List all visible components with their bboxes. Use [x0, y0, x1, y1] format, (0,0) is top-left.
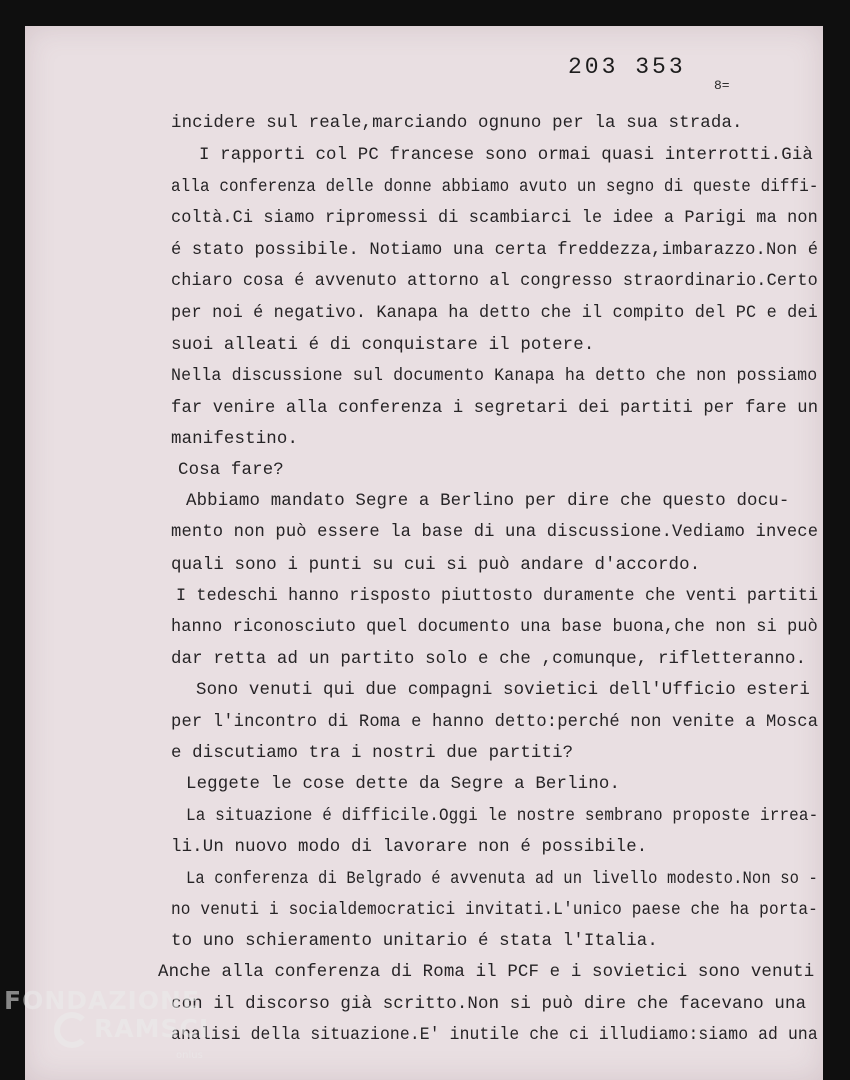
text-line: per noi é negativo. Kanapa ha detto che il compito del PC e dei	[171, 304, 818, 323]
text-line: no venuti i socialdemocratici invitati.L'unico paese che ha porta-	[171, 901, 818, 920]
gramsci-g-logo-icon	[54, 1012, 90, 1048]
page-number: 203 353	[568, 54, 686, 80]
text-line: é stato possibile. Notiamo una certa freddezza,imbarazzo.Non é	[171, 241, 819, 260]
text-line: Cosa fare?	[178, 461, 284, 480]
text-line: dar retta ad un partito solo e che ,comunque, rifletteranno.	[171, 650, 807, 669]
text-line: far venire alla conferenza i segretari dei partiti per fare un	[171, 399, 819, 418]
text-line: con il discorso già scritto.Non si può dire che facevano una	[171, 995, 807, 1014]
text-line: incidere sul reale,marciando ognuno per la sua strada.	[171, 114, 743, 133]
text-line: quali sono i punti su cui si può andare d'accordo.	[171, 556, 701, 575]
watermark-bottom-text: RAMSCI	[94, 1014, 210, 1043]
text-line: I rapporti col PC francese sono ormai quasi interrotti.Già	[199, 146, 813, 165]
text-line: to uno schieramento unitario é stata l'Italia.	[171, 932, 658, 951]
text-line: La situazione é difficile.Oggi le nostre sembrano proposte irrea-	[186, 807, 819, 826]
text-line: Leggete le cose dette da Segre a Berlino.	[186, 775, 621, 794]
text-line: Abbiamo mandato Segre a Berlino per dire che questo docu-	[186, 492, 790, 511]
text-line: e discutiamo tra i nostri due partiti?	[171, 744, 574, 763]
page-mark: 8=	[714, 78, 730, 93]
text-line: mento non può essere la base di una discussione.Vediamo invece	[171, 523, 819, 542]
text-line: chiaro cosa é avvenuto attorno al congresso straordinario.Certo	[171, 272, 818, 291]
text-line: Anche alla conferenza di Roma il PCF e i sovietici sono venuti	[158, 963, 815, 982]
text-line: manifestino.	[171, 430, 299, 449]
text-line: alla conferenza delle donne abbiamo avuto un segno di queste diffi-	[171, 178, 819, 197]
text-line: suoi alleati é di conquistare il potere.	[171, 336, 595, 355]
text-line: analisi della situazione.E' inutile che ci illudiamo:siamo ad una	[171, 1026, 818, 1045]
text-line: I tedeschi hanno risposto piuttosto duramente che venti partiti	[176, 587, 819, 606]
text-line: li.Un nuovo modo di lavorare non é possibile.	[171, 838, 648, 857]
watermark-top-text: FONDAZIONE	[4, 986, 201, 1015]
watermark-suffix: onlus	[176, 1050, 203, 1061]
text-line: La conferenza di Belgrado é avvenuta ad un livello modesto.Non so -	[186, 870, 818, 889]
fondazione-gramsci-watermark	[4, 986, 214, 1080]
text-line: Sono venuti qui due compagni sovietici dell'Ufficio esteri	[196, 681, 810, 700]
text-line: hanno riconosciuto quel documento una base buona,che non si può	[171, 618, 818, 637]
text-line: per l'incontro di Roma e hanno detto:perché non venite a Mosca	[171, 713, 819, 732]
text-line: Nella discussione sul documento Kanapa ha detto che non possiamo	[171, 367, 818, 386]
text-line: coltà.Ci siamo ripromessi di scambiarci le idee a Parigi ma non	[171, 209, 818, 228]
